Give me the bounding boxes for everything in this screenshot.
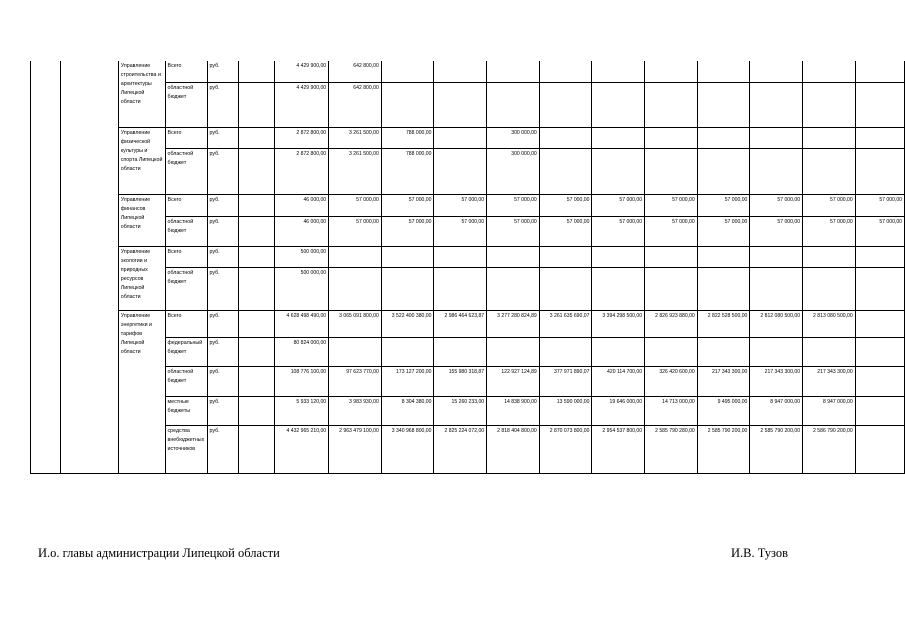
- source-cell: Всего: [165, 61, 207, 82]
- value-cell: [645, 337, 698, 366]
- value-cell: 19 646 000,00: [592, 396, 645, 425]
- unit-cell: руб.: [207, 148, 238, 194]
- unit-cell: руб.: [207, 82, 238, 127]
- value-cell: 57 000,00: [697, 194, 750, 216]
- value-cell: 97 623 770,00: [329, 366, 382, 396]
- value-cell: 57 000,00: [855, 216, 904, 246]
- value-cell: [592, 337, 645, 366]
- value-cell: [855, 337, 904, 366]
- value-cell: [697, 148, 750, 194]
- value-cell: [434, 127, 487, 148]
- value-cell: 57 000,00: [487, 194, 540, 216]
- value-cell: [434, 148, 487, 194]
- value-cell: [750, 148, 803, 194]
- unit-cell: руб.: [207, 216, 238, 246]
- value-cell: [697, 127, 750, 148]
- value-cell: [329, 337, 382, 366]
- value-cell: [434, 61, 487, 82]
- value-cell: 217 343 300,00: [697, 366, 750, 396]
- value-cell: 377 971 890,07: [539, 366, 592, 396]
- value-cell: [434, 267, 487, 310]
- value-cell: [645, 148, 698, 194]
- value-cell: 642 800,00: [329, 61, 382, 82]
- value-cell: 57 000,00: [592, 194, 645, 216]
- org-cell: Управление физической культуры и спорта Липецкой области: [118, 127, 165, 194]
- value-cell: [855, 82, 904, 127]
- empty-cell: [238, 246, 274, 267]
- value-cell: 2 812 080 500,00: [750, 310, 803, 337]
- value-cell: [539, 61, 592, 82]
- value-cell: [381, 61, 434, 82]
- value-cell: 300 000,00: [487, 148, 540, 194]
- empty-cell: [238, 82, 274, 127]
- unit-cell: руб.: [207, 246, 238, 267]
- value-cell: 80 824 000,00: [274, 337, 329, 366]
- value-cell: 3 065 091 800,00: [329, 310, 382, 337]
- value-cell: 2 813 080 500,00: [803, 310, 856, 337]
- value-cell: [487, 82, 540, 127]
- value-cell: [697, 267, 750, 310]
- value-cell: [697, 337, 750, 366]
- value-cell: [539, 82, 592, 127]
- value-cell: 500 000,00: [274, 267, 329, 310]
- value-cell: [803, 337, 856, 366]
- table-row: [31, 246, 905, 267]
- signature-title: И.о. главы администрации Липецкой области: [38, 546, 280, 560]
- value-cell: [803, 267, 856, 310]
- value-cell: 3 261 635 690,07: [539, 310, 592, 337]
- table-row: [31, 194, 905, 216]
- value-cell: [434, 337, 487, 366]
- value-cell: 2 818 404 800,00: [487, 425, 540, 473]
- value-cell: 46 000,00: [274, 216, 329, 246]
- value-cell: [329, 246, 382, 267]
- source-cell: областной бюджет: [165, 366, 207, 396]
- value-cell: 46 000,00: [274, 194, 329, 216]
- value-cell: 2 872 800,00: [274, 127, 329, 148]
- value-cell: 57 000,00: [381, 216, 434, 246]
- value-cell: [592, 246, 645, 267]
- value-cell: 13 590 000,00: [539, 396, 592, 425]
- source-cell: областной бюджет: [165, 148, 207, 194]
- unit-cell: руб.: [207, 127, 238, 148]
- value-cell: [750, 82, 803, 127]
- value-cell: [539, 127, 592, 148]
- value-cell: 217 343 300,00: [803, 366, 856, 396]
- value-cell: [803, 61, 856, 82]
- source-cell: местные бюджеты: [165, 396, 207, 425]
- value-cell: [855, 267, 904, 310]
- org-cell: Управление финансов Липецкой области: [118, 194, 165, 246]
- blank-col-2: [60, 61, 118, 473]
- value-cell: 57 000,00: [645, 216, 698, 246]
- value-cell: 4 628 498 490,00: [274, 310, 329, 337]
- value-cell: [803, 127, 856, 148]
- source-cell: Всего: [165, 246, 207, 267]
- value-cell: [803, 148, 856, 194]
- value-cell: 173 127 200,00: [381, 366, 434, 396]
- value-cell: 57 000,00: [750, 216, 803, 246]
- value-cell: [592, 82, 645, 127]
- value-cell: 2 586 790 200,00: [803, 425, 856, 473]
- table-body: [31, 61, 905, 473]
- value-cell: [381, 246, 434, 267]
- source-cell: федеральный бюджет: [165, 337, 207, 366]
- value-cell: [434, 246, 487, 267]
- value-cell: [487, 246, 540, 267]
- empty-cell: [238, 267, 274, 310]
- value-cell: [855, 396, 904, 425]
- value-cell: 3 261 500,00: [329, 127, 382, 148]
- value-cell: [697, 246, 750, 267]
- empty-cell: [238, 194, 274, 216]
- org-cell: Управление экологии и природных ресурсов Липецкой области: [118, 246, 165, 310]
- value-cell: 5 933 120,00: [274, 396, 329, 425]
- unit-cell: руб.: [207, 310, 238, 337]
- unit-cell: руб.: [207, 366, 238, 396]
- value-cell: 300 000,00: [487, 127, 540, 148]
- budget-table: [30, 61, 905, 474]
- org-cell: Управление строительства и архитектуры Липецкой области: [118, 61, 165, 127]
- value-cell: [487, 61, 540, 82]
- value-cell: 2 826 923 880,00: [645, 310, 698, 337]
- value-cell: 4 432 965 210,00: [274, 425, 329, 473]
- value-cell: 8 304 380,00: [381, 396, 434, 425]
- value-cell: 2 585 790 200,00: [750, 425, 803, 473]
- value-cell: [855, 127, 904, 148]
- value-cell: 2 825 224 072,00: [434, 425, 487, 473]
- blank-col-1: [31, 61, 61, 473]
- value-cell: [855, 246, 904, 267]
- value-cell: 3 261 500,00: [329, 148, 382, 194]
- unit-cell: руб.: [207, 61, 238, 82]
- value-cell: [592, 127, 645, 148]
- value-cell: 14 713 000,00: [645, 396, 698, 425]
- value-cell: [539, 337, 592, 366]
- value-cell: 57 000,00: [381, 194, 434, 216]
- empty-cell: [238, 337, 274, 366]
- value-cell: [750, 246, 803, 267]
- value-cell: 217 343 300,00: [750, 366, 803, 396]
- value-cell: [329, 267, 382, 310]
- value-cell: 57 000,00: [803, 194, 856, 216]
- value-cell: 9 495 000,00: [697, 396, 750, 425]
- value-cell: [592, 61, 645, 82]
- value-cell: 57 000,00: [803, 216, 856, 246]
- value-cell: [381, 267, 434, 310]
- value-cell: 2 986 464 623,87: [434, 310, 487, 337]
- empty-cell: [238, 61, 274, 82]
- source-cell: Всего: [165, 310, 207, 337]
- value-cell: 3 522 400 380,00: [381, 310, 434, 337]
- value-cell: 2 954 537 800,00: [592, 425, 645, 473]
- value-cell: [855, 148, 904, 194]
- value-cell: [803, 246, 856, 267]
- value-cell: [381, 337, 434, 366]
- value-cell: [697, 82, 750, 127]
- value-cell: 122 927 124,89: [487, 366, 540, 396]
- value-cell: [645, 82, 698, 127]
- value-cell: [750, 127, 803, 148]
- table-row: [31, 310, 905, 337]
- unit-cell: руб.: [207, 425, 238, 473]
- value-cell: 4 429 900,00: [274, 82, 329, 127]
- value-cell: [539, 148, 592, 194]
- value-cell: [592, 267, 645, 310]
- value-cell: [855, 366, 904, 396]
- value-cell: [592, 148, 645, 194]
- value-cell: [539, 246, 592, 267]
- value-cell: 155 980 318,87: [434, 366, 487, 396]
- org-cell: Управление энергетики и тарифов Липецкой области: [118, 310, 165, 473]
- value-cell: 57 000,00: [487, 216, 540, 246]
- value-cell: 15 260 233,00: [434, 396, 487, 425]
- value-cell: 3 983 930,00: [329, 396, 382, 425]
- value-cell: [487, 337, 540, 366]
- value-cell: 57 000,00: [539, 216, 592, 246]
- empty-cell: [238, 425, 274, 473]
- value-cell: [434, 82, 487, 127]
- value-cell: 2 872 800,00: [274, 148, 329, 194]
- value-cell: 57 000,00: [697, 216, 750, 246]
- value-cell: 788 000,00: [381, 148, 434, 194]
- value-cell: 57 000,00: [329, 216, 382, 246]
- value-cell: 57 000,00: [539, 194, 592, 216]
- unit-cell: руб.: [207, 194, 238, 216]
- value-cell: [750, 337, 803, 366]
- value-cell: [855, 425, 904, 473]
- value-cell: 788 000,00: [381, 127, 434, 148]
- source-cell: средства внебюджетных источников: [165, 425, 207, 473]
- value-cell: 500 000,00: [274, 246, 329, 267]
- table-row: [31, 61, 905, 82]
- value-cell: [697, 61, 750, 82]
- unit-cell: руб.: [207, 396, 238, 425]
- signatory-name: И.В. Тузов: [731, 546, 789, 560]
- value-cell: [381, 82, 434, 127]
- value-cell: 642 800,00: [329, 82, 382, 127]
- value-cell: 2 585 790 200,00: [697, 425, 750, 473]
- value-cell: [750, 61, 803, 82]
- source-cell: областной бюджет: [165, 82, 207, 127]
- source-cell: Всего: [165, 194, 207, 216]
- unit-cell: руб.: [207, 337, 238, 366]
- value-cell: 57 000,00: [592, 216, 645, 246]
- source-cell: областной бюджет: [165, 216, 207, 246]
- value-cell: [487, 267, 540, 310]
- source-cell: областной бюджет: [165, 267, 207, 310]
- source-cell: Всего: [165, 127, 207, 148]
- value-cell: 2 963 479 100,00: [329, 425, 382, 473]
- value-cell: 57 000,00: [329, 194, 382, 216]
- value-cell: [750, 267, 803, 310]
- empty-cell: [238, 396, 274, 425]
- value-cell: 4 429 900,00: [274, 61, 329, 82]
- value-cell: 3 277 280 824,89: [487, 310, 540, 337]
- value-cell: [539, 267, 592, 310]
- empty-cell: [238, 216, 274, 246]
- empty-cell: [238, 366, 274, 396]
- value-cell: 8 947 000,00: [750, 396, 803, 425]
- value-cell: 57 000,00: [434, 216, 487, 246]
- value-cell: 3 394 298 500,00: [592, 310, 645, 337]
- value-cell: [645, 267, 698, 310]
- value-cell: 326 420 600,00: [645, 366, 698, 396]
- value-cell: 420 114 700,00: [592, 366, 645, 396]
- value-cell: 14 838 900,00: [487, 396, 540, 425]
- empty-cell: [238, 127, 274, 148]
- value-cell: 8 947 000,00: [803, 396, 856, 425]
- value-cell: [855, 61, 904, 82]
- value-cell: 3 340 968 800,00: [381, 425, 434, 473]
- table-row: [31, 127, 905, 148]
- value-cell: 108 776 100,00: [274, 366, 329, 396]
- empty-cell: [238, 148, 274, 194]
- unit-cell: руб.: [207, 267, 238, 310]
- value-cell: 2 870 073 800,00: [539, 425, 592, 473]
- empty-cell: [238, 310, 274, 337]
- value-cell: [645, 127, 698, 148]
- value-cell: [645, 61, 698, 82]
- value-cell: 57 000,00: [645, 194, 698, 216]
- value-cell: 57 000,00: [855, 194, 904, 216]
- value-cell: 57 000,00: [434, 194, 487, 216]
- value-cell: 57 000,00: [750, 194, 803, 216]
- value-cell: [803, 82, 856, 127]
- value-cell: [645, 246, 698, 267]
- value-cell: 2 585 790 280,00: [645, 425, 698, 473]
- value-cell: 2 822 528 500,00: [697, 310, 750, 337]
- value-cell: [855, 310, 904, 337]
